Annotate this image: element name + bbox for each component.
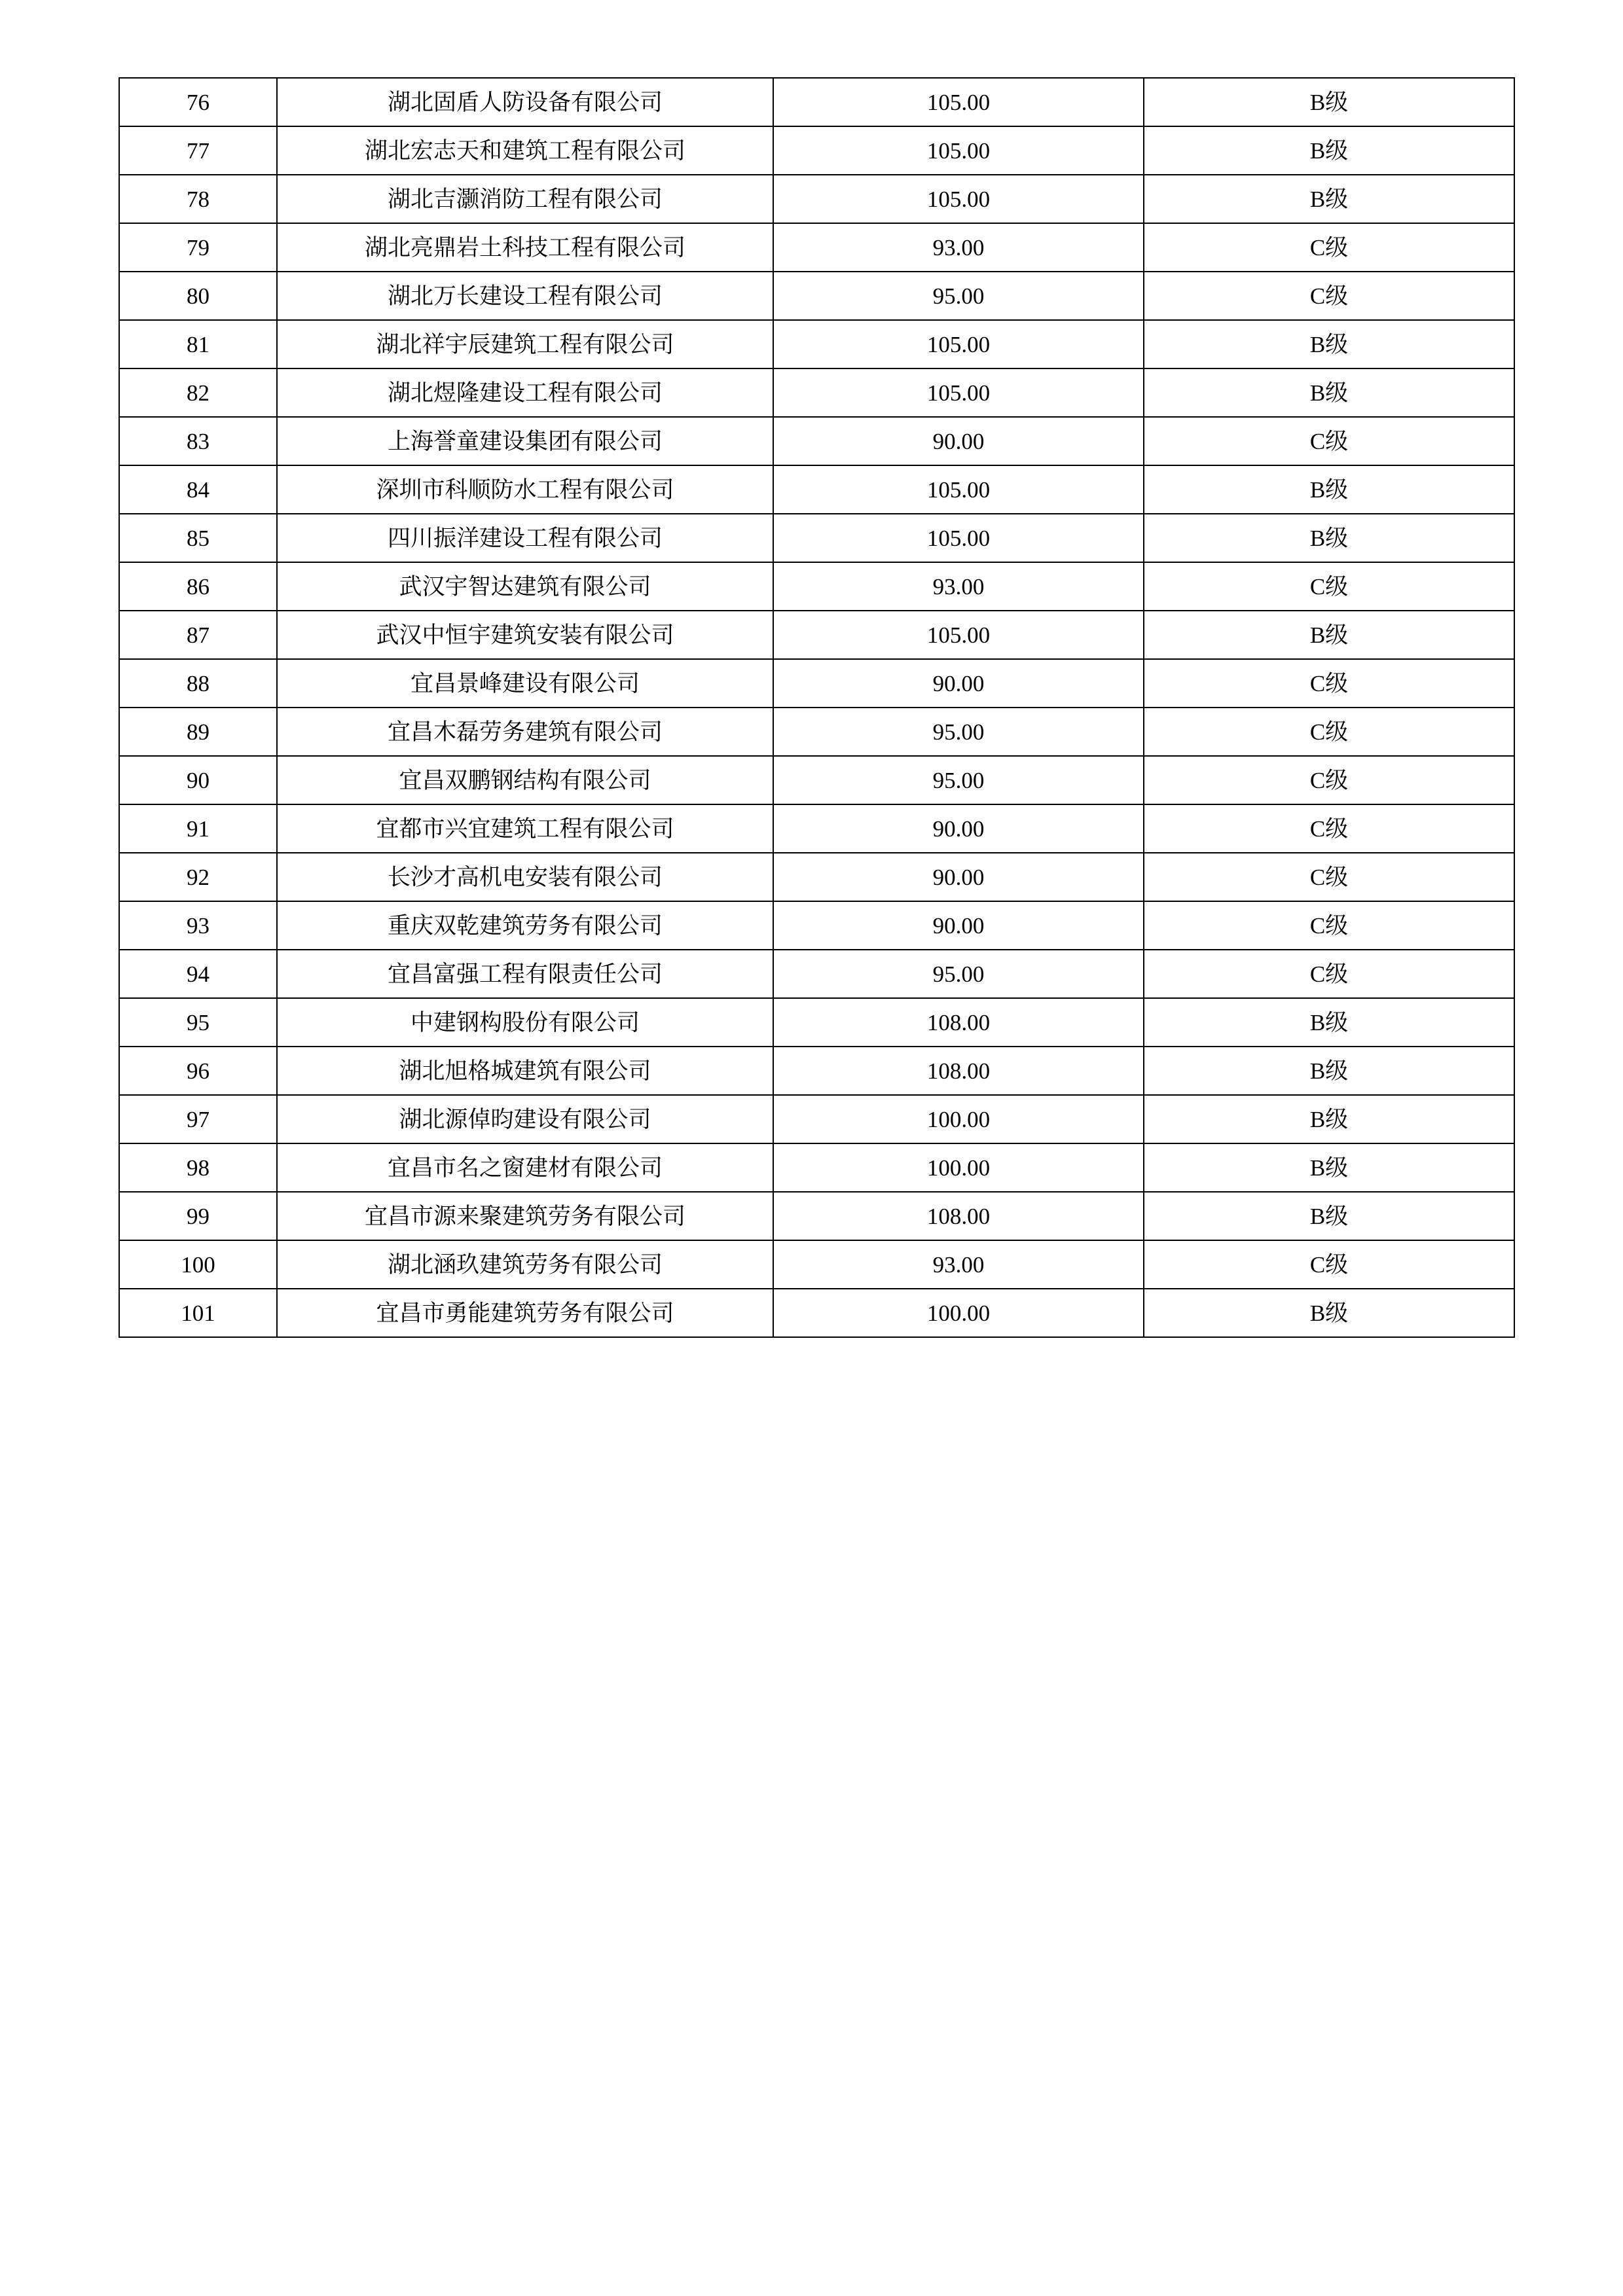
grade-cell: B级 xyxy=(1144,320,1514,368)
table-row xyxy=(119,320,1514,368)
score-cell: 105.00 xyxy=(773,514,1144,562)
credit-grade-table xyxy=(119,77,1515,1338)
row-number-cell: 98 xyxy=(119,1143,277,1192)
company-name-cell: 上海誉童建设集团有限公司 xyxy=(277,417,773,465)
grade-cell: B级 xyxy=(1144,1047,1514,1095)
table-row xyxy=(119,901,1514,950)
table-row xyxy=(119,78,1514,126)
table-row xyxy=(119,611,1514,659)
score-cell: 90.00 xyxy=(773,853,1144,901)
grade-cell: B级 xyxy=(1144,514,1514,562)
score-cell: 90.00 xyxy=(773,417,1144,465)
grade-cell: C级 xyxy=(1144,223,1514,272)
score-cell: 100.00 xyxy=(773,1289,1144,1337)
score-cell: 90.00 xyxy=(773,901,1144,950)
grade-cell: C级 xyxy=(1144,562,1514,611)
score-cell: 105.00 xyxy=(773,368,1144,417)
score-cell: 90.00 xyxy=(773,804,1144,853)
score-cell: 95.00 xyxy=(773,708,1144,756)
table-row xyxy=(119,1095,1514,1143)
row-number-cell: 80 xyxy=(119,272,277,320)
score-cell: 105.00 xyxy=(773,78,1144,126)
row-number-cell: 94 xyxy=(119,950,277,998)
company-name-cell: 深圳市科顺防水工程有限公司 xyxy=(277,465,773,514)
table-row xyxy=(119,272,1514,320)
score-cell: 105.00 xyxy=(773,175,1144,223)
row-number-cell: 85 xyxy=(119,514,277,562)
score-cell: 105.00 xyxy=(773,320,1144,368)
company-name-cell: 湖北煜隆建设工程有限公司 xyxy=(277,368,773,417)
row-number-cell: 89 xyxy=(119,708,277,756)
row-number-cell: 96 xyxy=(119,1047,277,1095)
company-name-cell: 长沙才高机电安装有限公司 xyxy=(277,853,773,901)
row-number-cell: 88 xyxy=(119,659,277,708)
table-row xyxy=(119,804,1514,853)
company-name-cell: 宜昌市勇能建筑劳务有限公司 xyxy=(277,1289,773,1337)
grade-cell: C级 xyxy=(1144,853,1514,901)
company-name-cell: 四川振洋建设工程有限公司 xyxy=(277,514,773,562)
row-number-cell: 86 xyxy=(119,562,277,611)
row-number-cell: 91 xyxy=(119,804,277,853)
score-cell: 108.00 xyxy=(773,1192,1144,1240)
company-name-cell: 武汉宇智达建筑有限公司 xyxy=(277,562,773,611)
row-number-cell: 93 xyxy=(119,901,277,950)
company-name-cell: 宜昌富强工程有限责任公司 xyxy=(277,950,773,998)
row-number-cell: 76 xyxy=(119,78,277,126)
grade-cell: C级 xyxy=(1144,272,1514,320)
grade-cell: C级 xyxy=(1144,1240,1514,1289)
company-name-cell: 湖北旭格城建筑有限公司 xyxy=(277,1047,773,1095)
table-row xyxy=(119,175,1514,223)
table-row xyxy=(119,1240,1514,1289)
grade-cell: C级 xyxy=(1144,950,1514,998)
score-cell: 95.00 xyxy=(773,272,1144,320)
row-number-cell: 84 xyxy=(119,465,277,514)
table-row xyxy=(119,756,1514,804)
grade-cell: B级 xyxy=(1144,1192,1514,1240)
company-name-cell: 中建钢构股份有限公司 xyxy=(277,998,773,1047)
company-name-cell: 宜都市兴宜建筑工程有限公司 xyxy=(277,804,773,853)
table-row xyxy=(119,1143,1514,1192)
score-cell: 93.00 xyxy=(773,1240,1144,1289)
table-row xyxy=(119,562,1514,611)
grade-cell: C级 xyxy=(1144,659,1514,708)
grade-cell: B级 xyxy=(1144,611,1514,659)
row-number-cell: 82 xyxy=(119,368,277,417)
grade-cell: B级 xyxy=(1144,175,1514,223)
grade-cell: B级 xyxy=(1144,1289,1514,1337)
company-name-cell: 湖北源倬昀建设有限公司 xyxy=(277,1095,773,1143)
grade-cell: C级 xyxy=(1144,708,1514,756)
row-number-cell: 81 xyxy=(119,320,277,368)
grade-cell: B级 xyxy=(1144,1095,1514,1143)
company-name-cell: 宜昌双鹏钢结构有限公司 xyxy=(277,756,773,804)
row-number-cell: 95 xyxy=(119,998,277,1047)
table-row xyxy=(119,417,1514,465)
company-name-cell: 湖北涵玖建筑劳务有限公司 xyxy=(277,1240,773,1289)
row-number-cell: 87 xyxy=(119,611,277,659)
row-number-cell: 90 xyxy=(119,756,277,804)
table-row xyxy=(119,465,1514,514)
score-cell: 95.00 xyxy=(773,950,1144,998)
grade-cell: B级 xyxy=(1144,465,1514,514)
score-cell: 105.00 xyxy=(773,611,1144,659)
company-name-cell: 湖北万长建设工程有限公司 xyxy=(277,272,773,320)
row-number-cell: 83 xyxy=(119,417,277,465)
table-row xyxy=(119,368,1514,417)
score-cell: 90.00 xyxy=(773,659,1144,708)
table-body xyxy=(119,78,1514,1337)
score-cell: 93.00 xyxy=(773,562,1144,611)
grade-cell: B级 xyxy=(1144,998,1514,1047)
table-row xyxy=(119,126,1514,175)
row-number-cell: 99 xyxy=(119,1192,277,1240)
company-name-cell: 湖北亮鼎岩土科技工程有限公司 xyxy=(277,223,773,272)
row-number-cell: 97 xyxy=(119,1095,277,1143)
score-cell: 95.00 xyxy=(773,756,1144,804)
table-row xyxy=(119,998,1514,1047)
company-name-cell: 宜昌景峰建设有限公司 xyxy=(277,659,773,708)
table-row xyxy=(119,950,1514,998)
grade-cell: B级 xyxy=(1144,78,1514,126)
table-row xyxy=(119,853,1514,901)
company-name-cell: 湖北宏志天和建筑工程有限公司 xyxy=(277,126,773,175)
row-number-cell: 77 xyxy=(119,126,277,175)
company-name-cell: 宜昌市名之窗建材有限公司 xyxy=(277,1143,773,1192)
score-cell: 105.00 xyxy=(773,126,1144,175)
company-name-cell: 湖北祥宇辰建筑工程有限公司 xyxy=(277,320,773,368)
company-name-cell: 湖北吉灏消防工程有限公司 xyxy=(277,175,773,223)
table-row xyxy=(119,223,1514,272)
grade-cell: C级 xyxy=(1144,804,1514,853)
table-row xyxy=(119,1192,1514,1240)
company-name-cell: 宜昌市源来聚建筑劳务有限公司 xyxy=(277,1192,773,1240)
table-row xyxy=(119,1047,1514,1095)
score-cell: 108.00 xyxy=(773,998,1144,1047)
row-number-cell: 79 xyxy=(119,223,277,272)
company-name-cell: 宜昌木磊劳务建筑有限公司 xyxy=(277,708,773,756)
score-cell: 105.00 xyxy=(773,465,1144,514)
row-number-cell: 78 xyxy=(119,175,277,223)
score-cell: 108.00 xyxy=(773,1047,1144,1095)
table-row xyxy=(119,1289,1514,1337)
row-number-cell: 100 xyxy=(119,1240,277,1289)
grade-cell: C级 xyxy=(1144,756,1514,804)
score-cell: 100.00 xyxy=(773,1095,1144,1143)
table-row xyxy=(119,708,1514,756)
company-name-cell: 重庆双乾建筑劳务有限公司 xyxy=(277,901,773,950)
row-number-cell: 92 xyxy=(119,853,277,901)
score-cell: 93.00 xyxy=(773,223,1144,272)
company-name-cell: 武汉中恒宇建筑安装有限公司 xyxy=(277,611,773,659)
grade-cell: B级 xyxy=(1144,1143,1514,1192)
grade-cell: B级 xyxy=(1144,368,1514,417)
table-row xyxy=(119,514,1514,562)
grade-cell: B级 xyxy=(1144,126,1514,175)
grade-cell: C级 xyxy=(1144,901,1514,950)
score-cell: 100.00 xyxy=(773,1143,1144,1192)
grade-cell: C级 xyxy=(1144,417,1514,465)
table-row xyxy=(119,659,1514,708)
company-name-cell: 湖北固盾人防设备有限公司 xyxy=(277,78,773,126)
row-number-cell: 101 xyxy=(119,1289,277,1337)
